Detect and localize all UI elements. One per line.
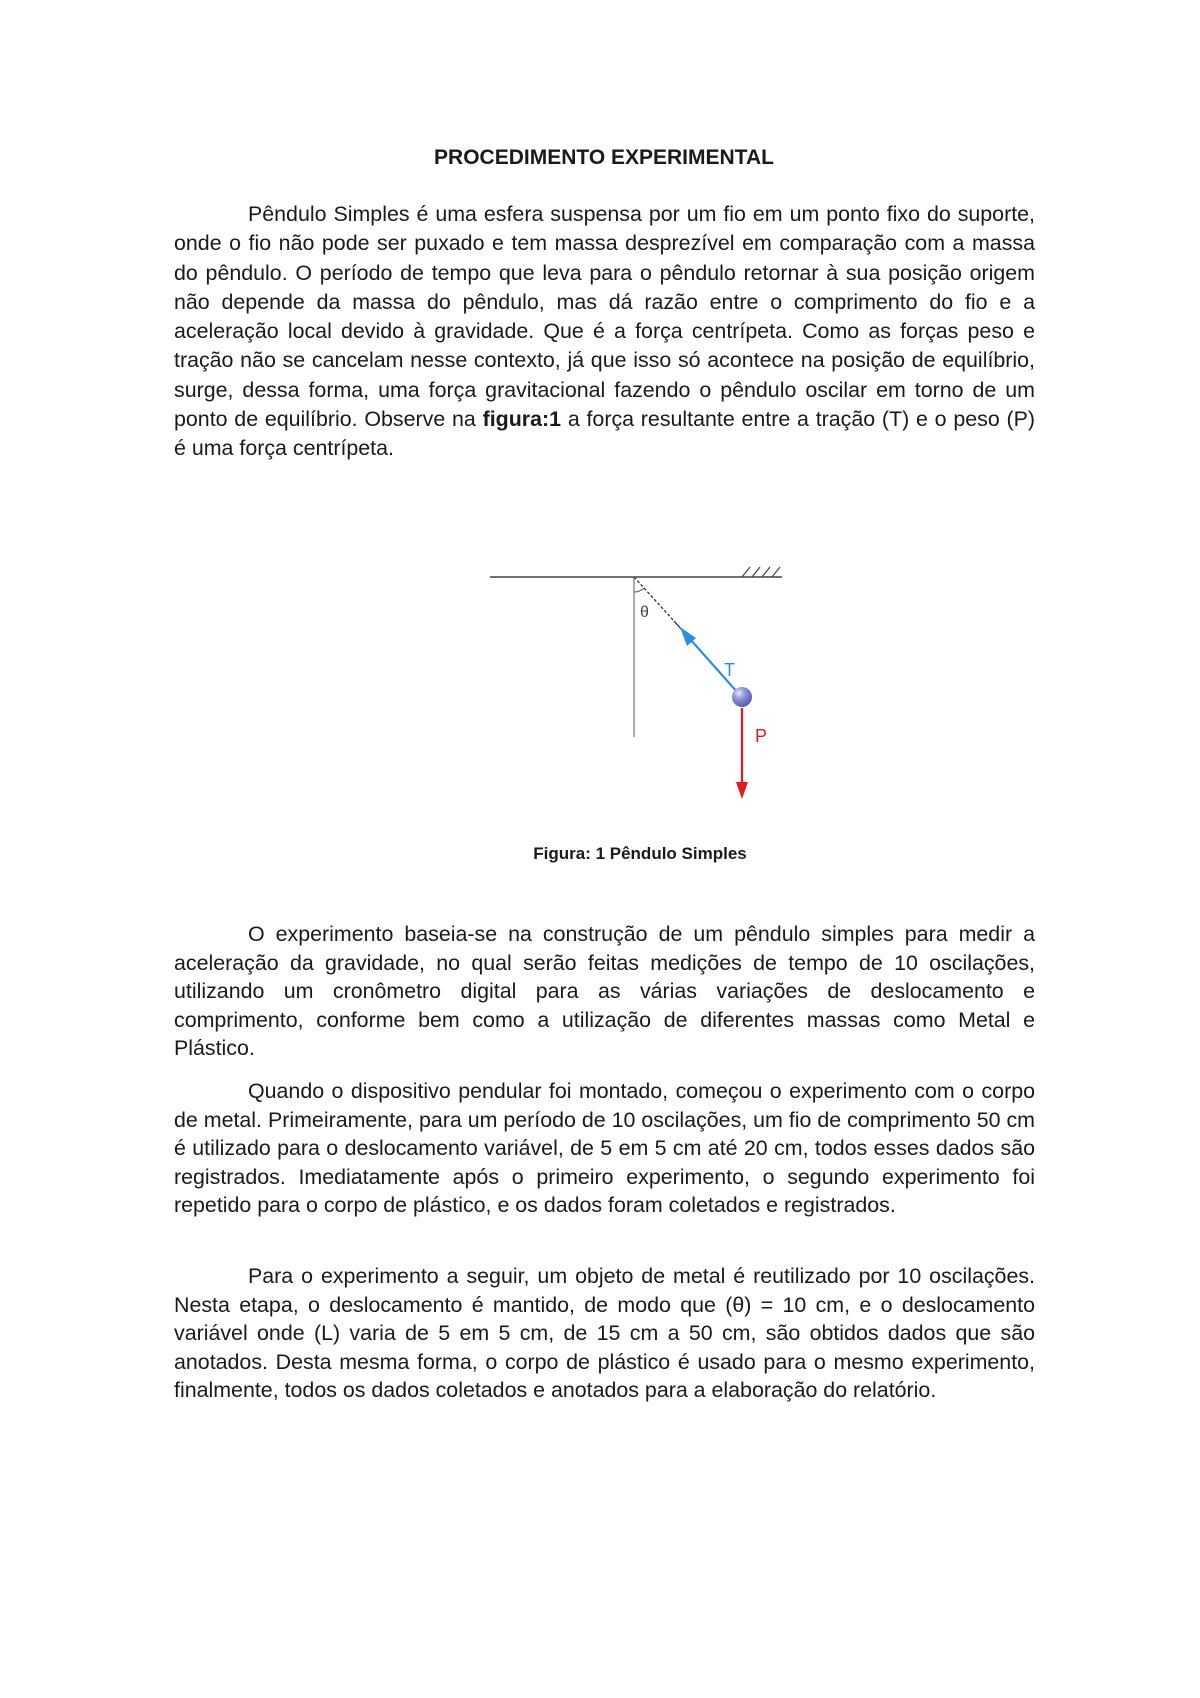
pendulum-figure	[480, 552, 800, 832]
weight-label: P	[755, 726, 768, 746]
paragraph-length-variation: Para o experimento a seguir, um objeto de metal é reutilizado por 10 oscilações. Nesta etapa, o deslocamento é mantido, de modo que (θ) = 10 cm, e o deslocamento variável onde (L) varia de 5 em 5 cm, de 15 cm a 50 cm, são obtidos dados que são anotados. Desta mesma forma, o corpo de plástico é usado para o mesmo experimento, finalmente, todos os dados coletados e anotados para a elaboração do relatório.	[174, 1264, 1035, 1403]
paragraph-experiment-basis: O experimento baseia-se na construção de um pêndulo simples para medir a aceleração da gravidade, no qual serão feitas medições de tempo de 10 oscilações, utilizando um cronômetro digital para as várias variações de deslocamento e comprimento, conforme bem como a utilização de diferentes massas como Metal e Plástico.	[174, 922, 1035, 1061]
pendulum-bob	[732, 687, 752, 707]
angle-theta-label: θ	[640, 604, 649, 621]
paragraph-text-after: a força resultante entre a tração (T) e o peso (P) é uma força centrípeta.	[174, 407, 1036, 461]
figure-caption: Figura: 1 Pêndulo Simples	[533, 844, 747, 863]
angle-arc	[634, 588, 644, 592]
page-title: PROCEDIMENTO EXPERIMENTAL	[434, 146, 774, 169]
paragraph-text-before: Pêndulo Simples é uma esfera suspensa por um fio em um ponto fixo do suporte, onde o fio não pode ser puxado e tem massa desprezível em comparação com a massa do pêndulo. O período de tempo que leva para o pêndulo retornar à sua posição origem não depende da massa do pêndulo, mas dá razão entre o comprimento do fio e a aceleração local devido à gravidade. Que é a força centrípeta. Como as forças peso e tração não se cancelam nesse contexto, já que isso só acontece na posição de equilíbrio, surge, dessa forma, uma força gravitacional fazendo o pêndulo oscilar em torno de um ponto de equilíbrio. Observe na	[174, 202, 1035, 432]
paragraph-pendulum-definition	[174, 200, 1035, 464]
ceiling-hatching	[742, 567, 780, 577]
figure-reference: figura:1	[482, 407, 562, 432]
paragraph-metal-plastic-procedure: Quando o dispositivo pendular foi montado, começou o experimento com o corpo de metal. Primeiramente, para um período de 10 oscilações, um fio de comprimento 50 cm é utilizado para o deslocamento variável, de 5 em 5 cm até 20 cm, todos esses dados são registrados. Imediatamente após o primeiro experimento, o segundo experimento foi repetido para o corpo de plástico, e os dados foram coletados e registrados.	[174, 1079, 1035, 1218]
weight-arrowhead	[736, 782, 748, 799]
tension-label: T	[724, 660, 735, 680]
